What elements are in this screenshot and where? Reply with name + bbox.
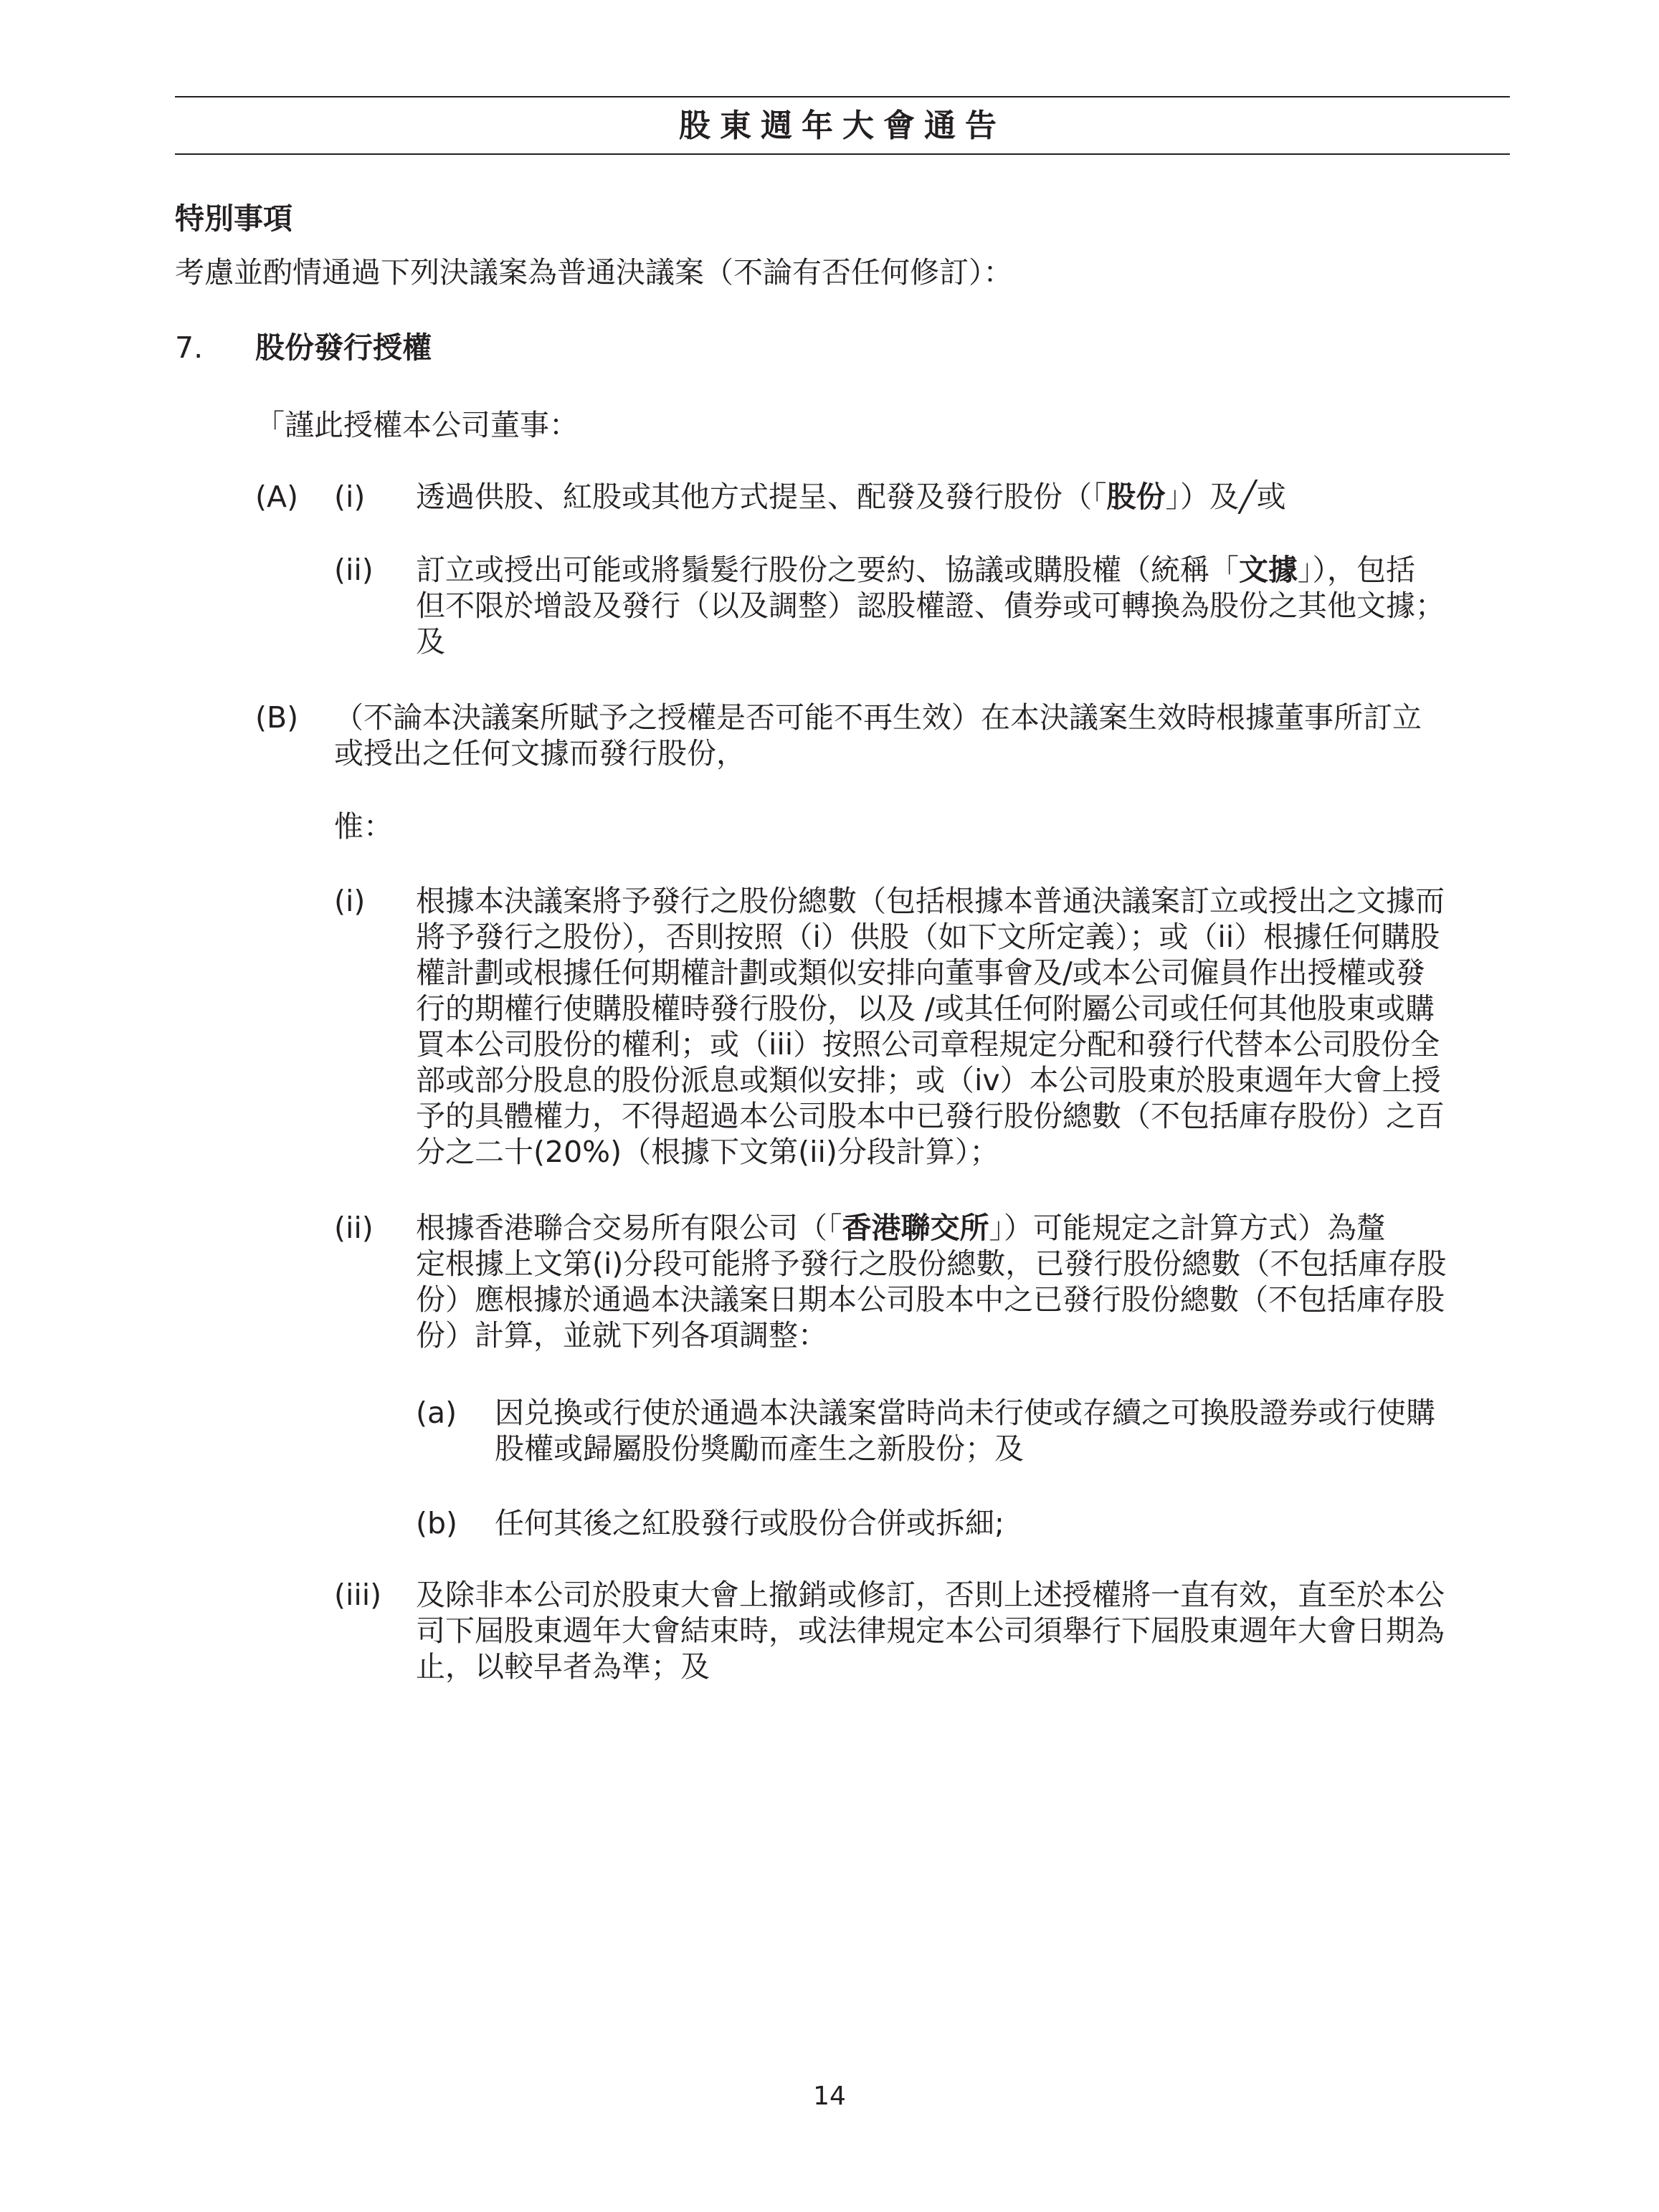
sub-item-b-text: 任何其後之紅股發行或股份合併或拆細;	[495, 1506, 1004, 1540]
item-b-label: (B)	[255, 700, 299, 735]
sub-item-a-label: (a)	[416, 1396, 457, 1430]
item-a-ii-label: (ii)	[334, 553, 374, 587]
sub-item-b-label: (b)	[416, 1506, 458, 1540]
item-a-label: (A)	[255, 480, 299, 514]
page-title: 股東週年大會通告	[679, 108, 1006, 144]
defined-term-shares: 股份	[1106, 480, 1166, 514]
defined-term-instruments: 文據	[1239, 553, 1298, 587]
resolution-number: 7.	[175, 330, 204, 365]
item-a-ii-rest: 但不限於增設及發行（以及調整）認股權證、債券或可轉換為股份之其他文據； 及	[416, 588, 1445, 659]
header-rule-top	[175, 96, 1510, 97]
item-b-ii-label: (ii)	[334, 1211, 374, 1245]
resolution-title: 股份發行授權	[255, 330, 432, 365]
item-b-text: （不論本決議案所賦予之授權是否可能不再生效）在本決議案生效時根據董事所訂立 或授出之任何文據而發行股份，	[334, 700, 1422, 771]
item-b-iii-label: (iii)	[334, 1578, 382, 1612]
item-b-ii-line1: 根據香港聯合交易所有限公司（「香港聯交所」）可能規定之計算方式）為釐	[416, 1211, 1386, 1245]
header-rule-bottom	[175, 153, 1510, 155]
defined-term-hkex: 香港聯交所	[842, 1211, 989, 1245]
proviso: 惟：	[334, 809, 393, 844]
item-a-i-text: 透過供股、紅股或其他方式提呈、配發及發行股份（「股份」）及╱或	[416, 480, 1286, 514]
section-heading: 特別事項	[175, 201, 293, 236]
item-b-i-text: 根據本決議案將予發行之股份總數（包括根據本普通決議案訂立或授出之文據而 將予發行之股份），否則按照（i）供股（如下文所定義）；或（ii）根據任何購股 權計劃或根據任何期權計劃或類似安排向董事會及/或本公司僱員作出授權或發 行的期權行使購股權時發行股份，以及 /或其任何附屬公司或任何其他股東或購 買本公司股份的權利；或（iii）按照公司章程規定分配和發行代替本公司股份全 部或部分股息的股份派息或類似安排；或（iv）本公司股東於股東週年大會上授 予的具體權力，不得超過本公司股本中已發行股份總數（不包括庫存股份）之百 分之二十(20%)（根據下文第(ii)分段計算）；	[416, 884, 1445, 1169]
item-a-i-label: (i)	[334, 480, 366, 514]
sub-item-a-text: 因兑換或行使於通過本決議案當時尚未行使或存續之可換股證券或行使購 股權或歸屬股份獎勵而產生之新股份；及	[495, 1396, 1435, 1466]
section-intro: 考慮並酌情通過下列決議案為普通決議案（不論有否任何修訂）：	[175, 255, 1013, 290]
item-a-ii-line1: 訂立或授出可能或將鬚髮行股份之要約、協議或購股權（統稱「文據」），包括	[416, 553, 1415, 587]
item-b-iii-text: 及除非本公司於股東大會上撤銷或修訂，否則上述授權將一直有效，直至於本公 司下屆股東週年大會結束時，或法律規定本公司須舉行下屆股東週年大會日期為 止，以較早者為準；及	[416, 1578, 1445, 1684]
item-b-i-label: (i)	[334, 884, 366, 918]
page-number: 14	[813, 2082, 846, 2111]
resolution-opening: 「謹此授權本公司董事：	[255, 408, 579, 442]
item-b-ii-rest: 定根據上文第(i)分段可能將予發行之股份總數，已發行股份總數（不包括庫存股 份）應根據於通過本決議案日期本公司股本中之已發行股份總數（不包括庫存股 份）計算，並就下列各項調整：	[416, 1246, 1447, 1353]
